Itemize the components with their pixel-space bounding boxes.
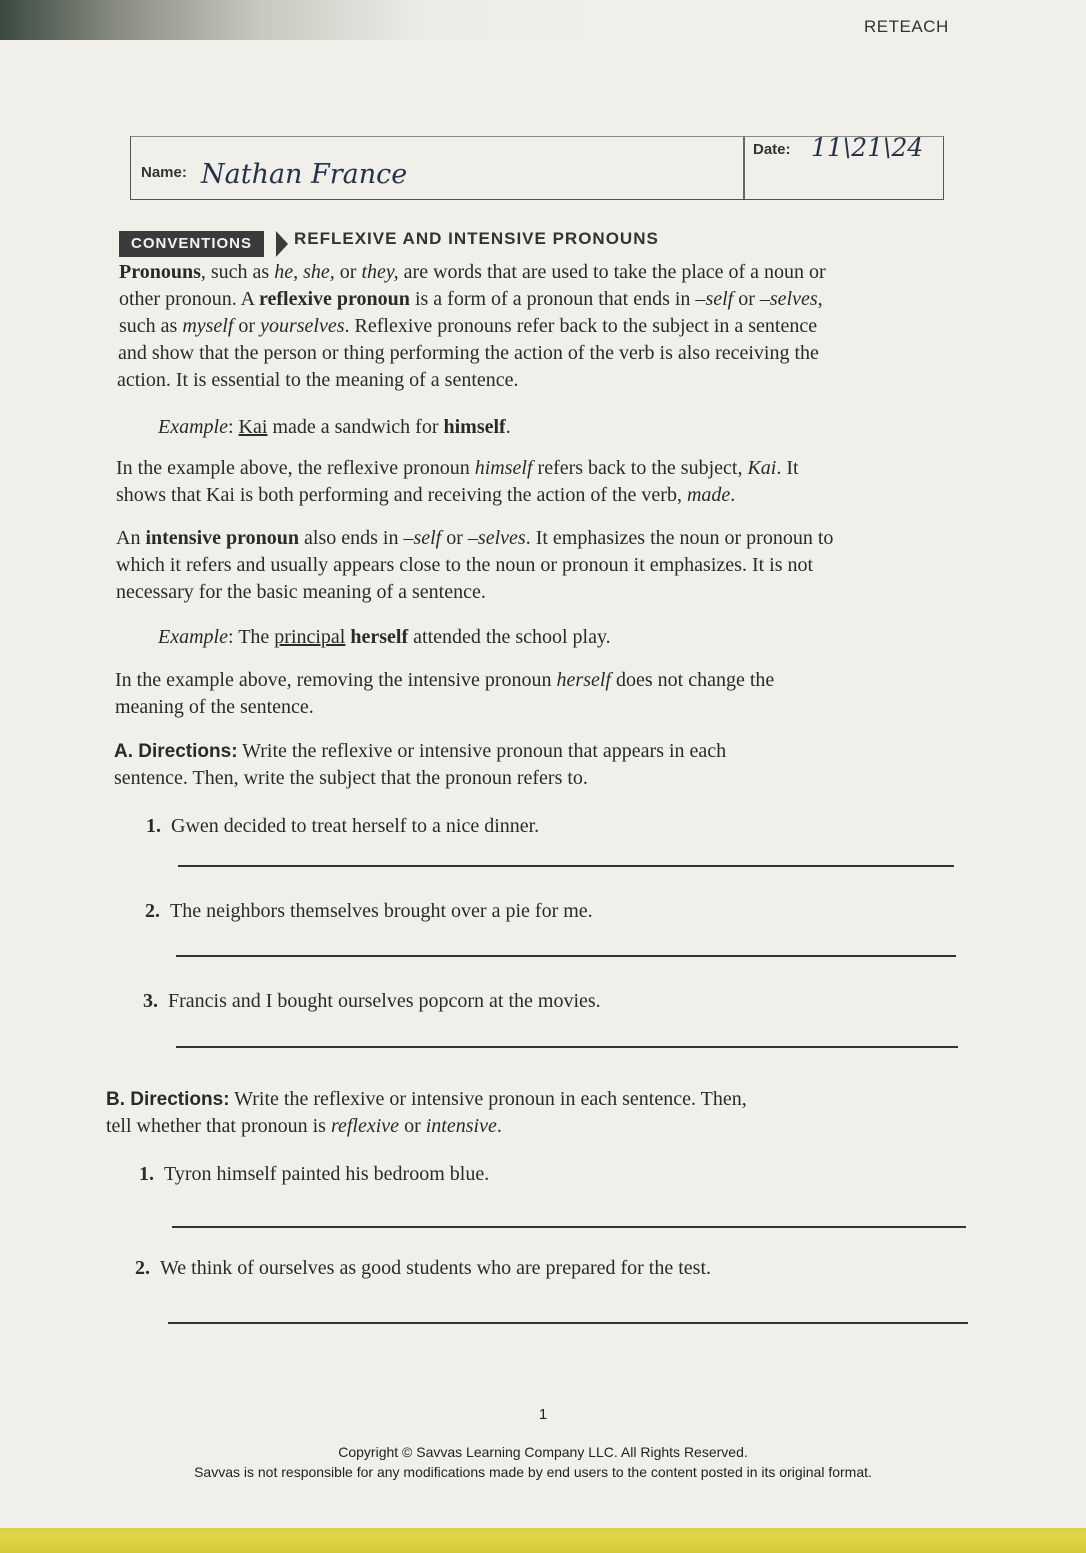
name-date-box	[130, 133, 944, 200]
explain-1-line-1: In the example above, the reflexive pronoun himself refers back to the subject, Kai. It	[116, 457, 799, 479]
intro-line-1: Pronouns, such as he, she, or they, are words that are used to take the place of a noun or	[119, 261, 826, 283]
example-1: Example: Kai made a sandwich for himself.	[158, 416, 511, 438]
part-b-directions-line-2: tell whether that pronoun is reflexive or intensive.	[106, 1115, 502, 1137]
part-a-directions-line-2: sentence. Then, write the subject that the pronoun refers to.	[114, 767, 588, 789]
reteach-label: RETEACH	[864, 17, 949, 36]
photo-bottom-edge	[0, 1528, 1086, 1553]
part-a-question-2: 2. The neighbors themselves brought over a pie for me.	[145, 900, 593, 922]
intensive-line-2: which it refers and usually appears close to the noun or pronoun it emphasizes. It is not	[116, 554, 814, 576]
intro-line-2: other pronoun. A reflexive pronoun is a form of a pronoun that ends in –self or –selves,	[119, 288, 823, 310]
intro-line-3: such as myself or yourselves. Reflexive pronouns refer back to the subject in a sentence	[119, 315, 818, 337]
name-field[interactable]: Nathan France	[201, 159, 408, 190]
page-number: 1	[538, 1406, 548, 1423]
part-a-label: A. Directions:	[114, 741, 238, 762]
example-2: Example: The principal herself attended the school play.	[158, 626, 611, 648]
intro-line-4: and show that the person or thing performing the action of the verb is also receiving the	[118, 342, 819, 364]
intensive-line-1: An intensive pronoun also ends in –self or –selves. It emphasizes the noun or pronoun to	[116, 527, 834, 549]
part-b-question-2: 2. We think of ourselves as good students who are prepared for the test.	[135, 1257, 712, 1279]
name-label: Name:	[141, 164, 187, 181]
part-b-answer-line-1[interactable]	[172, 1226, 966, 1228]
section-title: REFLEXIVE AND INTENSIVE PRONOUNS	[294, 229, 659, 248]
intensive-line-3: necessary for the basic meaning of a sentence.	[116, 581, 486, 603]
part-a-answer-line-1[interactable]	[178, 865, 954, 867]
part-a-question-1: 1. Gwen decided to treat herself to a nice dinner.	[146, 815, 540, 837]
explain-2-line-1: In the example above, removing the intensive pronoun herself does not change the	[115, 669, 775, 691]
date-field[interactable]: 11\21\24	[811, 133, 924, 162]
date-label: Date:	[753, 141, 791, 158]
section-badge: CONVENTIONS	[119, 231, 264, 257]
part-b-directions-line-1: B. Directions: Write the reflexive or intensive pronoun in each sentence. Then,	[106, 1088, 747, 1110]
part-a-answer-line-2[interactable]	[176, 955, 956, 957]
badge-arrow-icon	[276, 231, 288, 257]
part-a-answer-line-3[interactable]	[176, 1046, 958, 1048]
part-a-directions-line-1: A. Directions: Write the reflexive or intensive pronoun that appears in each	[114, 740, 727, 762]
part-b-answer-line-2[interactable]	[168, 1322, 968, 1324]
intro-line-5: action. It is essential to the meaning of a sentence.	[117, 369, 519, 391]
part-a-question-3: 3. Francis and I bought ourselves popcorn at the movies.	[143, 990, 601, 1012]
part-b-question-1: 1. Tyron himself painted his bedroom blue.	[139, 1163, 490, 1185]
part-b-label: B. Directions:	[106, 1089, 230, 1110]
copyright-line: Copyright © Savvas Learning Company LLC. All Rights Reserved.	[338, 1444, 748, 1460]
name-date-divider	[743, 137, 745, 199]
explain-2-line-2: meaning of the sentence.	[115, 696, 314, 718]
explain-1-line-2: shows that Kai is both performing and receiving the action of the verb, made.	[116, 484, 736, 506]
disclaimer-line: Savvas is not responsible for any modifications made by end users to the content posted in its original format.	[194, 1464, 872, 1480]
